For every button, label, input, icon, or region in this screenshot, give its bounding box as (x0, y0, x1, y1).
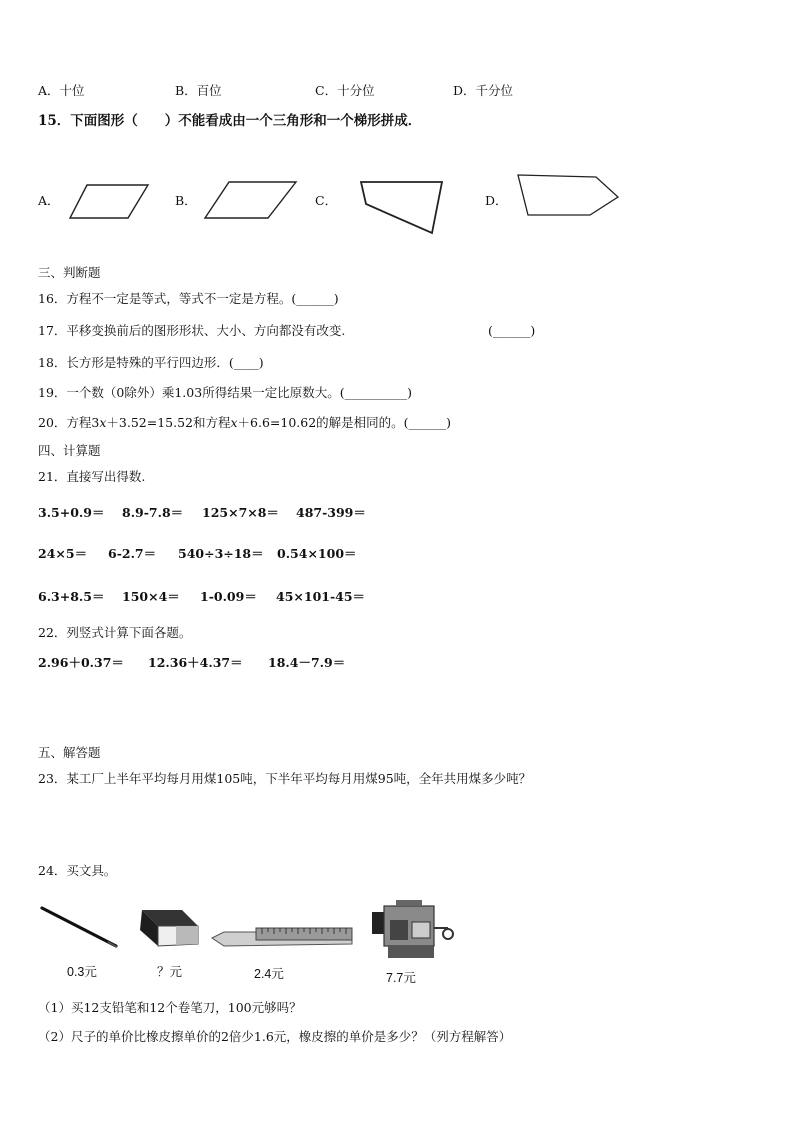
q14-option-a: A．十位 (38, 83, 85, 98)
section3-title: 三、判断题 (38, 265, 101, 280)
q17-text: 17．平移变换前后的图形形状、大小、方向都没有改变. (38, 323, 346, 338)
calc-item: 45×101-45＝ (276, 589, 366, 604)
q15-label-b: B． (175, 193, 197, 208)
pencil-image (38, 904, 120, 952)
parallelogram-b-figure (200, 178, 300, 222)
eraser-price: ？元 (157, 965, 183, 979)
sharpener-price: 7.7元 (386, 971, 416, 985)
q14-option-b: B．百位 (175, 83, 222, 98)
q16-text: 16．方程不一定是等式，等式不一定是方程。(______) (38, 291, 339, 306)
calc-item: 24×5＝ (38, 546, 88, 561)
quadrilateral-c-figure (356, 176, 446, 238)
q17-blank: (______) (488, 323, 536, 338)
q15-question: 15．下面图形（ ）不能看成由一个三角形和一个梯形拼成． (38, 113, 422, 129)
calc-item: 150×4＝ (122, 589, 180, 604)
q15-label-d: D． (485, 193, 508, 208)
calc-item: 8.9-7.8＝ (122, 505, 184, 520)
q18-text: 18．长方形是特殊的平行四边形．(____) (38, 355, 264, 370)
calc-item: 1-0.09＝ (200, 589, 257, 604)
q14-option-c: C．十分位 (315, 83, 375, 98)
pencil-price: 0.3元 (67, 965, 97, 979)
pencil-sharpener-image (366, 898, 456, 964)
parallelogram-a-figure (66, 182, 152, 222)
q24-sub2: （2）尺子的单价比橡皮擦单价的2倍少1.6元，橡皮擦的单价是多少？（列方程解答） (38, 1029, 512, 1044)
section5-title: 五、解答题 (38, 745, 101, 760)
q24-sub1: （1）买12支铅笔和12个卷笔刀，100元够吗？ (38, 1000, 302, 1015)
ruler-image (210, 922, 356, 952)
pentagon-d-figure (512, 170, 624, 220)
vertical-calc-item: 18.4－7.9＝ (268, 655, 346, 670)
q14-option-d: D．千分位 (453, 83, 514, 98)
q23-text: 23．某工厂上半年平均每月用煤105吨，下半年平均每月用煤95吨，全年共用煤多少吨？ (38, 771, 532, 786)
section4-title: 四、计算题 (38, 443, 101, 458)
q24-title: 24．买文具。 (38, 863, 117, 878)
q15-label-c: C． (315, 193, 338, 208)
ruler-price: 2.4元 (254, 967, 284, 981)
calc-item: 540÷3÷18＝ (178, 546, 264, 561)
calc-item: 6.3+8.5＝ (38, 589, 105, 604)
vertical-calc-item: 12.36＋4.37＝ (148, 655, 243, 670)
calc-item: 487-399＝ (296, 505, 366, 520)
eraser-image (132, 906, 202, 950)
calc-item: 3.5+0.9＝ (38, 505, 105, 520)
calc-item: 125×7×8＝ (202, 505, 279, 520)
q15-label-a: A． (38, 193, 60, 208)
vertical-calc-item: 2.96＋0.37＝ (38, 655, 124, 670)
calc-item: 0.54×100＝ (277, 546, 357, 561)
q19-text: 19．一个数（0除外）乘1.03所得结果一定比原数大。(__________) (38, 385, 412, 400)
q22-title: 22．列竖式计算下面各题。 (38, 625, 192, 640)
q21-title: 21．直接写出得数. (38, 469, 146, 484)
calc-item: 6-2.7＝ (108, 546, 157, 561)
q20-text: 20．方程3𝑥＋3.52=15.52和方程𝑥＋6.6=10.62的解是相同的。(______) (38, 415, 451, 430)
